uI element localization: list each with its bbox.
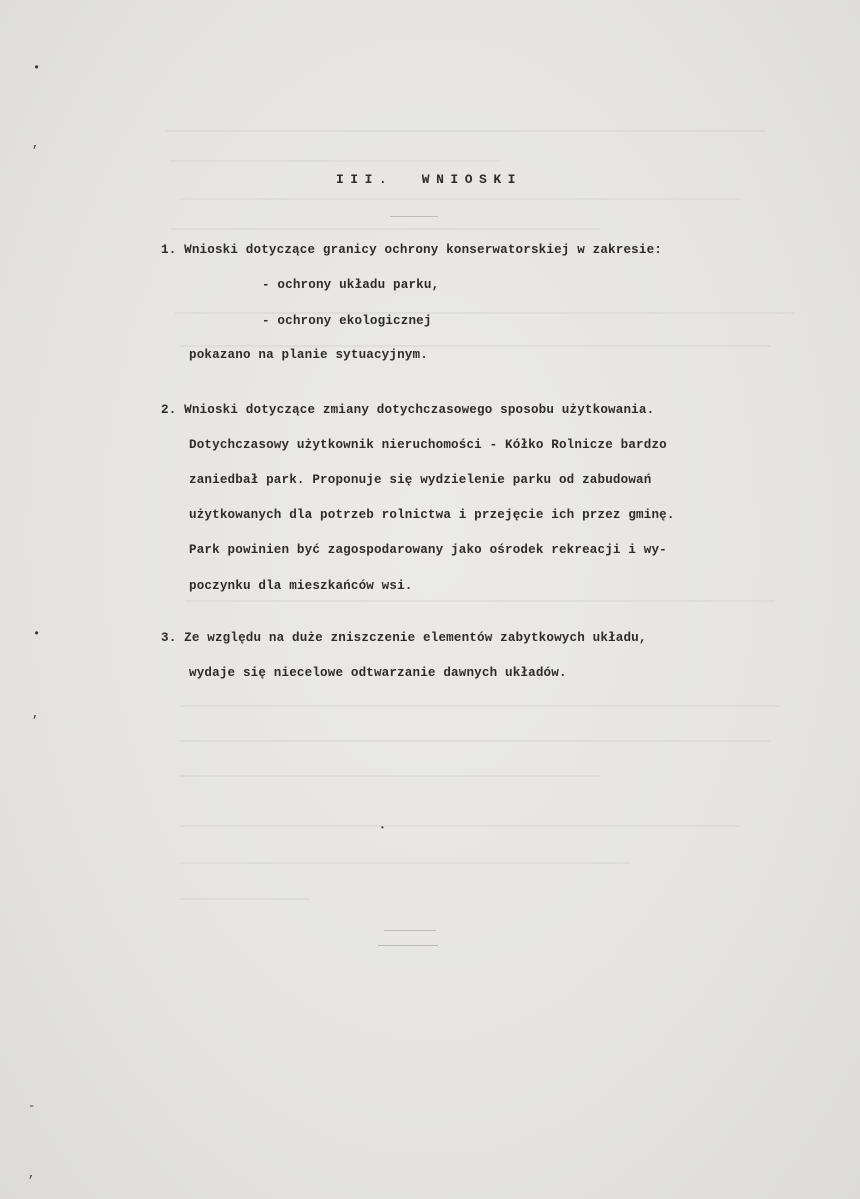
item-1-line-2: - ochrony układu parku, (262, 278, 440, 292)
page-speck: • (380, 824, 385, 833)
margin-speck: - (28, 1099, 36, 1113)
item-1-line-4: pokazano na planie sytuacyjnym. (189, 348, 428, 362)
end-rule (378, 945, 438, 946)
section-title: III. WNIOSKI (336, 172, 522, 187)
margin-speck: • (33, 627, 41, 641)
title-rule (390, 216, 438, 217)
show-through-line (180, 862, 630, 864)
margin-speck: , (32, 707, 40, 721)
margin-speck: • (33, 61, 41, 75)
margin-speck: , (28, 1167, 36, 1181)
item-2-line-2: Dotychczasowy użytkownik nieruchomości - Kółko Rolnicze bardzo (189, 438, 667, 452)
item-2-line-6: poczynku dla mieszkańców wsi. (189, 579, 413, 593)
item-2-line-3: zaniedbał park. Proponuje się wydzielenie parku od zabudowań (189, 473, 652, 487)
show-through-line (185, 600, 775, 602)
show-through-line (180, 825, 740, 827)
margin-speck: , (32, 137, 40, 151)
show-through-line (180, 705, 780, 707)
show-through-line (180, 740, 770, 742)
show-through-line (180, 898, 310, 900)
item-3-line-2: wydaje się niecelowe odtwarzanie dawnych układów. (189, 666, 567, 680)
item-2-line-1: 2. Wnioski dotyczące zmiany dotychczasowego sposobu użytkowania. (161, 403, 655, 417)
show-through-line (170, 228, 600, 230)
show-through-line (165, 130, 765, 132)
item-1-line-3: - ochrony ekologicznej (262, 314, 432, 328)
show-through-line (180, 775, 600, 777)
item-3-line-1: 3. Ze względu na duże zniszczenie elementów zabytkowych układu, (161, 631, 647, 645)
end-rule (384, 930, 436, 931)
item-2-line-5: Park powinien być zagospodarowany jako ośrodek rekreacji i wy- (189, 543, 667, 557)
show-through-line (170, 160, 500, 162)
item-2-line-4: użytkowanych dla potrzeb rolnictwa i przejęcie ich przez gminę. (189, 508, 675, 522)
item-1-line-1: 1. Wnioski dotyczące granicy ochrony konserwatorskiej w zakresie: (161, 243, 662, 257)
show-through-line (180, 198, 740, 200)
